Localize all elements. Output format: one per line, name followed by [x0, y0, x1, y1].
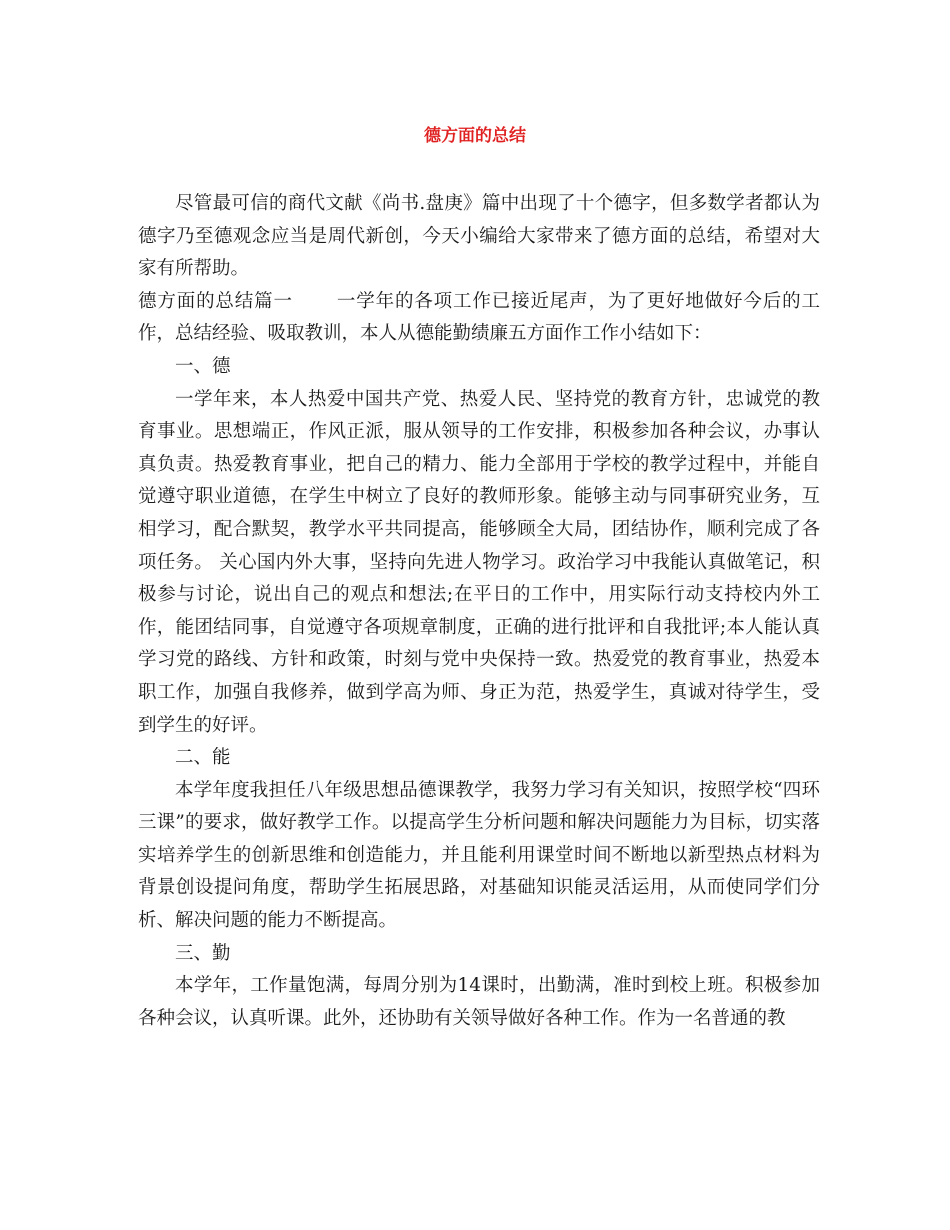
part-title: 德方面的总结篇一	[138, 290, 293, 312]
section-heading-neng: 二、能	[175, 747, 231, 769]
section-text-neng: 本学年度我担任八年级思想品德课教学，我努力学习有关知识，按照学校“四环三课”的要求，做好教学工作。以提高学生分析问题和解决问题能力为目标，切实落实培养学生的创新思维和创造能力，并且能利用课堂时间不断地以新型热点材料为背景创设提问角度，帮助学生拓展思路，对基础知识能灵活运用，从而使同学们分析、解决问题的能力不断提高。	[138, 779, 820, 932]
section-text-de: 一学年来，本人热爱中国共产党、热爱人民、坚持党的教育方针，忠诚党的教育事业。思想端正，作风正派，服从领导的工作安排，积极参加各种会议，办事认真负责。热爱教育事业，把自己的精力、能力全部用于学校的教学过程中，并能自觉遵守职业道德，在学生中树立了良好的教师形象。能够主动与同事研究业务，互相学习，配合默契，教学水平共同提高，能够顾全大局，团结协作，顺利完成了各项任务。 关心国内外大事，坚持向先进人物学习。政治学习中我能认真做笔记，积极参与讨论，说出自己的观点和想法;在平日的工作中，用实际行动支持校内外工作，能团结同事，自觉遵守各项规章制度，正确的进行批评和自我批评;本人能认真学习党的路线、方针和政策，时刻与党中央保持一致。热爱党的教育事业，热爱本职工作，加强自我修养，做到学高为师、身正为范，热爱学生，真诚对待学生，受到学生的好评。	[138, 388, 820, 736]
section-heading-qin: 三、勤	[175, 942, 231, 964]
section-text-qin: 本学年，工作量饱满，每周分别为14课时，出勤满，准时到校上班。积极参加各种会议，认真听课。此外，还协助有关领导做好各种工作。作为一名普通的教	[138, 975, 820, 1029]
section-heading-de: 一、德	[175, 355, 231, 377]
part-heading-paragraph	[138, 286, 820, 351]
intro-paragraph: 尽管最可信的商代文献《尚书.盘庚》篇中出现了十个德字，但多数学者都认为德字乃至德观念应当是周代新创，今天小编给大家带来了德方面的总结，希望对大家有所帮助。	[138, 193, 820, 280]
document-body	[138, 188, 820, 1035]
part-intro: 一学年的各项工作已接近尾声，为了更好地做好今后的工作，总结经验、吸取教训，本人从德能勤绩廉五方面作工作小结如下：	[138, 290, 820, 345]
document-title: 德方面的总结	[424, 126, 526, 146]
